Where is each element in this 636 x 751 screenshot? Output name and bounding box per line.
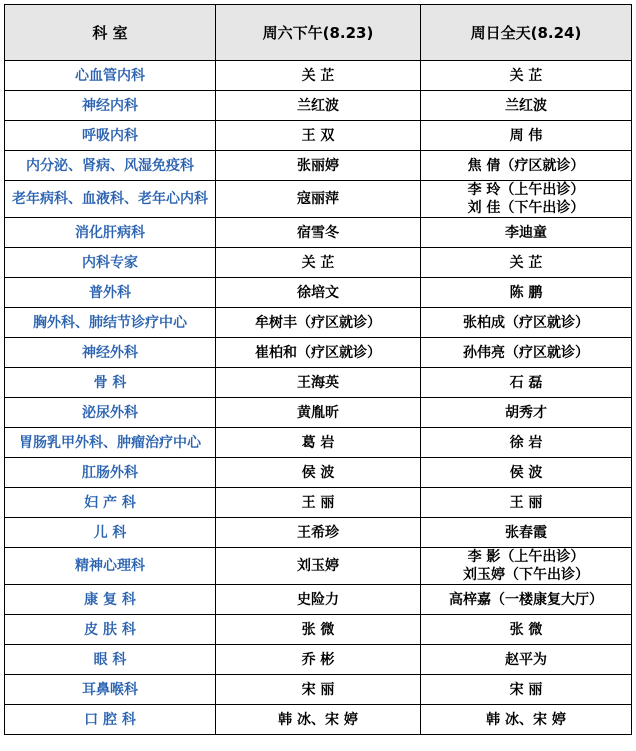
sunday-doctor-cell xyxy=(421,308,632,338)
table-row xyxy=(5,308,632,338)
doctor-name: 兰红波 xyxy=(505,97,547,114)
saturday-doctor-cell xyxy=(216,181,421,218)
doctor-name: 徐培文 xyxy=(297,284,339,301)
sunday-doctor-cell xyxy=(421,121,632,151)
saturday-doctor-cell xyxy=(216,645,421,675)
saturday-doctor-cell xyxy=(216,151,421,181)
header-department: 科 室 xyxy=(5,5,216,61)
doctor-name: 葛 岩 xyxy=(301,434,335,451)
doctor-name: 史险力 xyxy=(297,591,339,608)
doctor-name: 李 影（上午出诊） xyxy=(467,549,585,565)
sunday-doctor-cell xyxy=(421,488,632,518)
sunday-doctor-cell xyxy=(421,248,632,278)
doctor-name: 兰红波 xyxy=(297,97,339,114)
sunday-doctor-cell xyxy=(421,548,632,585)
sunday-doctor-cell xyxy=(421,368,632,398)
sunday-doctor-cell xyxy=(421,458,632,488)
doctor-name: 王海英 xyxy=(297,374,339,391)
table-row xyxy=(5,338,632,368)
saturday-doctor-cell xyxy=(216,218,421,248)
doctor-name: 胡秀才 xyxy=(505,404,547,421)
sunday-doctor-cell xyxy=(421,518,632,548)
table-row xyxy=(5,428,632,458)
doctor-name: 宿雪冬 xyxy=(297,224,339,241)
doctor-name: 宋 丽 xyxy=(509,681,543,698)
saturday-doctor-cell xyxy=(216,398,421,428)
doctor-name: 张柏成（疗区就诊） xyxy=(463,314,589,331)
saturday-doctor-cell xyxy=(216,675,421,705)
doctor-name: 张春霞 xyxy=(505,524,547,541)
saturday-doctor-cell xyxy=(216,278,421,308)
saturday-doctor-cell xyxy=(216,338,421,368)
table-row xyxy=(5,705,632,735)
doctor-name: 关 芷 xyxy=(301,67,335,84)
doctor-name: 侯 波 xyxy=(301,464,335,481)
sunday-doctor-cell xyxy=(421,151,632,181)
doctor-name: 崔柏和（疗区就诊） xyxy=(255,344,381,361)
department-cell: 内科专家 xyxy=(5,248,216,278)
doctor-name: 王 丽 xyxy=(301,494,335,511)
table-row xyxy=(5,518,632,548)
saturday-doctor-cell xyxy=(216,121,421,151)
saturday-doctor-cell xyxy=(216,585,421,615)
department-cell: 精神心理科 xyxy=(5,548,216,585)
saturday-doctor-cell xyxy=(216,248,421,278)
table-row xyxy=(5,458,632,488)
table-row xyxy=(5,548,632,585)
doctor-name: 孙伟亮（疗区就诊） xyxy=(463,344,589,361)
sunday-doctor-cell xyxy=(421,585,632,615)
doctor-name: 徐 岩 xyxy=(509,434,543,451)
table-row xyxy=(5,61,632,91)
department-cell: 胸外科、肺结节诊疗中心 xyxy=(5,308,216,338)
doctor-name: 刘 佳（下午出诊） xyxy=(467,200,585,216)
sunday-doctor-cell xyxy=(421,615,632,645)
saturday-doctor-cell xyxy=(216,518,421,548)
department-cell: 内分泌、肾病、风湿免疫科 xyxy=(5,151,216,181)
department-cell: 儿 科 xyxy=(5,518,216,548)
doctor-name: 王 双 xyxy=(301,127,335,144)
sunday-doctor-cell xyxy=(421,278,632,308)
doctor-name: 牟树丰（疗区就诊） xyxy=(255,314,381,331)
department-cell: 普外科 xyxy=(5,278,216,308)
header-sunday: 周日全天(8.24) xyxy=(421,5,632,61)
sunday-doctor-cell xyxy=(421,645,632,675)
table-row xyxy=(5,248,632,278)
table-row xyxy=(5,91,632,121)
department-cell: 眼 科 xyxy=(5,645,216,675)
doctor-name: 刘玉婷 xyxy=(297,558,339,574)
department-cell: 骨 科 xyxy=(5,368,216,398)
doctor-name: 李迪童 xyxy=(505,224,547,241)
table-row xyxy=(5,615,632,645)
department-cell: 泌尿外科 xyxy=(5,398,216,428)
doctor-name: 侯 波 xyxy=(509,464,543,481)
doctor-name: 关 芷 xyxy=(509,254,543,271)
doctor-name: 刘玉婷（下午出诊） xyxy=(463,567,589,583)
doctor-name: 关 芷 xyxy=(301,254,335,271)
saturday-doctor-cell xyxy=(216,428,421,458)
table-row xyxy=(5,488,632,518)
doctor-name: 寇丽萍 xyxy=(297,191,339,207)
doctor-name: 张丽婷 xyxy=(297,157,339,174)
department-cell: 心血管内科 xyxy=(5,61,216,91)
doctor-name: 乔 彬 xyxy=(301,651,335,668)
saturday-doctor-cell xyxy=(216,488,421,518)
saturday-doctor-cell xyxy=(216,91,421,121)
sunday-doctor-cell xyxy=(421,338,632,368)
sunday-doctor-cell xyxy=(421,218,632,248)
header-saturday: 周六下午(8.23) xyxy=(216,5,421,61)
doctor-name: 高梓嘉（一楼康复大厅） xyxy=(449,591,603,608)
department-cell: 神经内科 xyxy=(5,91,216,121)
table-row xyxy=(5,218,632,248)
doctor-name: 焦 倩（疗区就诊） xyxy=(467,157,585,174)
sunday-doctor-cell xyxy=(421,181,632,218)
doctor-name: 张 微 xyxy=(509,621,543,638)
doctor-name: 周 伟 xyxy=(509,127,543,144)
duty-schedule-table xyxy=(4,4,632,735)
doctor-name: 李 玲（上午出诊） xyxy=(467,182,585,198)
table-row xyxy=(5,675,632,705)
sunday-doctor-cell xyxy=(421,61,632,91)
department-cell: 耳鼻喉科 xyxy=(5,675,216,705)
saturday-doctor-cell xyxy=(216,705,421,735)
table-row xyxy=(5,645,632,675)
department-cell: 肛肠外科 xyxy=(5,458,216,488)
doctor-name: 张 微 xyxy=(301,621,335,638)
department-cell: 口 腔 科 xyxy=(5,705,216,735)
department-cell: 神经外科 xyxy=(5,338,216,368)
department-cell: 消化肝病科 xyxy=(5,218,216,248)
doctor-name: 王希珍 xyxy=(297,524,339,541)
department-cell: 妇 产 科 xyxy=(5,488,216,518)
table-row xyxy=(5,585,632,615)
table-row xyxy=(5,398,632,428)
department-cell: 皮 肤 科 xyxy=(5,615,216,645)
saturday-doctor-cell xyxy=(216,61,421,91)
department-cell: 老年病科、血液科、老年心内科 xyxy=(5,181,216,218)
saturday-doctor-cell xyxy=(216,368,421,398)
department-cell: 康 复 科 xyxy=(5,585,216,615)
sunday-doctor-cell xyxy=(421,705,632,735)
doctor-name: 宋 丽 xyxy=(301,681,335,698)
doctor-name: 韩 冰、宋 婷 xyxy=(278,711,358,728)
sunday-doctor-cell xyxy=(421,675,632,705)
schedule-body xyxy=(5,61,632,735)
department-cell: 胃肠乳甲外科、肿瘤治疗中心 xyxy=(5,428,216,458)
sunday-doctor-cell xyxy=(421,91,632,121)
table-row xyxy=(5,151,632,181)
saturday-doctor-cell xyxy=(216,458,421,488)
header-row xyxy=(5,5,632,61)
doctor-name: 韩 冰、宋 婷 xyxy=(486,711,566,728)
saturday-doctor-cell xyxy=(216,615,421,645)
doctor-name: 石 磊 xyxy=(509,374,543,391)
doctor-name: 陈 鹏 xyxy=(509,284,543,301)
doctor-name: 黄胤昕 xyxy=(297,404,339,421)
table-row xyxy=(5,121,632,151)
saturday-doctor-cell xyxy=(216,308,421,338)
department-cell: 呼吸内科 xyxy=(5,121,216,151)
sunday-doctor-cell xyxy=(421,398,632,428)
table-row xyxy=(5,278,632,308)
doctor-name: 王 丽 xyxy=(509,494,543,511)
doctor-name: 关 芷 xyxy=(509,67,543,84)
sunday-doctor-cell xyxy=(421,428,632,458)
saturday-doctor-cell xyxy=(216,548,421,585)
table-row xyxy=(5,368,632,398)
doctor-name: 赵平为 xyxy=(505,651,547,668)
table-row xyxy=(5,181,632,218)
